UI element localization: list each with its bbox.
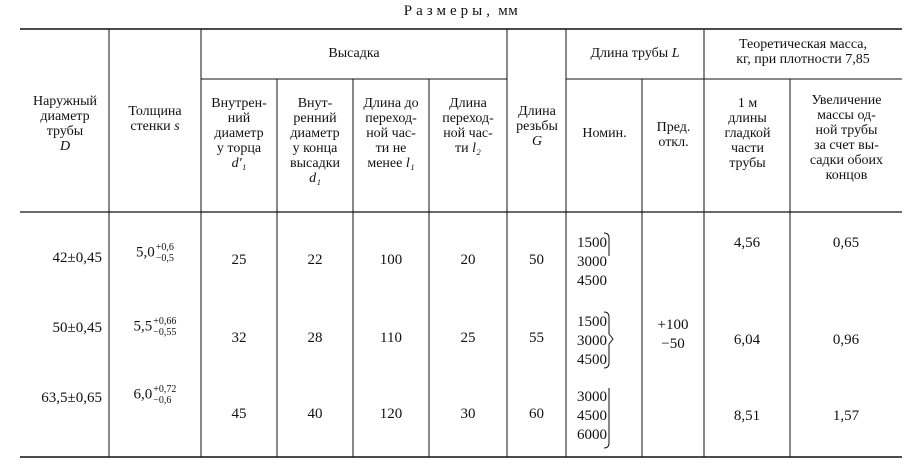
cell-transition-length: 20 — [460, 252, 476, 268]
header-inner-diameter-upset: Внут- ренний диаметр у конца высадки d₁ — [289, 96, 341, 186]
cell-inner-diameter-upset: 28 — [307, 330, 323, 346]
cell-transition-length: 30 — [460, 406, 476, 422]
header-mass-per-meter: 1 м длины гладкой части трубы — [724, 96, 771, 171]
cell-mass-per-meter: 8,51 — [733, 408, 761, 424]
cell-length-to-transition: 110 — [380, 330, 402, 346]
cell-wall-thickness: 6,0 +0,72 −0,6 — [133, 384, 177, 406]
header-thread-length: Длина резьбы G — [516, 104, 558, 149]
caption-title: Размеры, — [403, 3, 494, 19]
cell-length-to-transition: 120 — [379, 406, 403, 422]
cell-inner-diameter-end: 25 — [231, 252, 247, 268]
cell-transition-length: 25 — [460, 330, 476, 346]
cell-thread-length: 55 — [529, 330, 544, 346]
header-theoretical-mass: Теоретическая масса, кг, при плотности 7,85 — [736, 37, 870, 67]
cell-outer-diameter: 42±0,45 — [52, 250, 102, 266]
cell-pipe-lengths: 1500 3000 4500 — [577, 235, 607, 289]
header-outer-diameter: Наружный диаметр трубы D — [32, 94, 98, 154]
cell-outer-diameter: 63,5±0,65 — [41, 390, 102, 406]
header-wall-thickness: Толщина стенки s — [128, 104, 182, 134]
cell-mass-increase: 0,96 — [832, 332, 860, 348]
cell-mass-increase: 0,65 — [832, 235, 860, 251]
cell-pipe-lengths: 1500 3000 4500 — [577, 314, 607, 368]
cell-inner-diameter-end: 45 — [231, 406, 247, 422]
cell-outer-diameter: 50±0,45 — [52, 320, 102, 336]
header-transition-length: Длина переход- ной час- ти l₂ — [442, 96, 494, 156]
header-inner-diameter-end: Внутрен- ний диаметр у торца d'₁ — [211, 96, 267, 171]
header-pipe-length: Длина трубы L — [590, 46, 680, 61]
header-upset: Высадка — [328, 46, 380, 61]
cell-inner-diameter-upset: 22 — [307, 252, 323, 268]
caption-unit: мм — [498, 3, 519, 19]
cell-pipe-lengths: 3000 4500 6000 — [577, 389, 607, 443]
header-mass-increase: Увеличение массы од- ной трубы за счет вы- садки обоих концов — [809, 93, 884, 183]
cell-wall-thickness: 5,5 +0,66 −0,55 — [133, 316, 177, 338]
cell-tolerance: +100 −50 — [657, 317, 689, 352]
cell-mass-per-meter: 6,04 — [733, 332, 761, 348]
cell-thread-length: 50 — [529, 252, 544, 268]
cell-length-to-transition: 100 — [379, 252, 403, 268]
cell-wall-thickness: 5,0 +0,6 −0,5 — [136, 242, 174, 264]
cell-inner-diameter-end: 32 — [231, 330, 247, 346]
header-nominal: Номин. — [582, 126, 627, 141]
header-length-to-transition: Длина до переход- ной час- ти не менее l₁ — [363, 96, 419, 171]
cell-mass-increase: 1,57 — [832, 408, 860, 424]
cell-thread-length: 60 — [529, 406, 544, 422]
header-tolerance: Пред. откл. — [656, 120, 691, 150]
cell-inner-diameter-upset: 40 — [307, 406, 323, 422]
cell-mass-per-meter: 4,56 — [733, 235, 761, 251]
